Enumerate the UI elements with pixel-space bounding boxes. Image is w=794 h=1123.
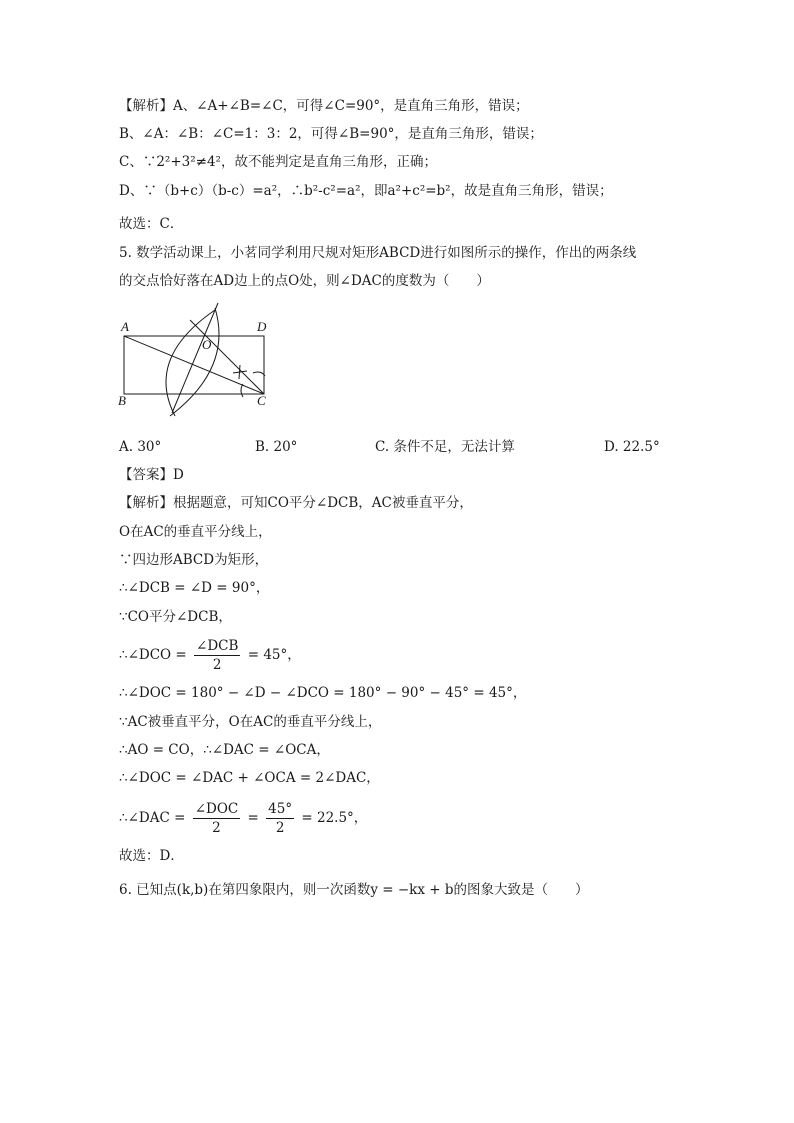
q5-sol-line-1: 【解析】根据题意，可知CO平分∠DCB，AC被垂直平分， — [119, 495, 473, 511]
q5-sol-line-9: ∴AO = CO，∴∠DAC = ∠OCA， — [119, 742, 330, 758]
q5-option-d: D. 22.5° — [604, 439, 660, 455]
prev-solution-line-1: 【解析】A、∠A+∠B=∠C，可得∠C=90°，是直角三角形，错误； — [119, 98, 529, 114]
q5-option-c: C. 条件不足，无法计算 — [375, 439, 515, 455]
equals-sign: = — [247, 810, 259, 826]
q5-sol-line-5: ∵CO平分∠DCB， — [119, 609, 232, 625]
label-c: C — [257, 393, 266, 408]
q5-option-b: B. 20° — [255, 439, 298, 455]
q6-stem: 6. 已知点(k,b)在第四象限内，则一次函数y = −kx + b的图象大致是（ ） — [119, 882, 589, 898]
q5-option-a: A. 30° — [119, 439, 162, 455]
q5-sol-line-11-post: = 22.5°， — [301, 810, 368, 826]
q5-sol-line-2: O在AC的垂直平分线上， — [119, 524, 272, 540]
prev-solution-line-4: D、∵（b+c）（b-c）=a²，∴b²-c²=a²，即a²+c²=b²，故是直角三角形，错误； — [119, 183, 613, 199]
q5-figure — [115, 298, 275, 423]
q5-answer: 【答案】D — [119, 467, 184, 483]
q5-sol-line-11-pre: ∴∠DAC = — [119, 810, 186, 826]
prev-solution-line-2: B、∠A：∠B：∠C=1：3：2，可得∠B=90°，是直角三角形，错误； — [119, 126, 543, 142]
q5-sol-line-6 — [119, 635, 301, 675]
q5-sol-line-11 — [119, 798, 367, 838]
fraction-denominator: 2 — [212, 820, 221, 836]
q5-stem-line-2: 的交点恰好落在AD边上的点O处，则∠DAC的度数为（ ） — [119, 273, 490, 289]
q5-sol-choice: 故选：D． — [119, 848, 184, 864]
fraction-dcb-over-2 — [194, 637, 240, 674]
bisector-co — [190, 320, 264, 394]
fraction-numerator: 45° — [268, 801, 293, 817]
q5-sol-line-3: ∵四边形ABCD为矩形， — [119, 552, 269, 568]
q5-sol-line-6-pre: ∴∠DCO = — [119, 647, 187, 663]
arc-left — [166, 310, 215, 416]
q5-sol-line-7: ∴∠DOC = 180° − ∠D − ∠DCO = 180° − 90° − 45° = 45°， — [119, 685, 527, 701]
q5-sol-line-10: ∴∠DOC = ∠DAC + ∠OCA = 2∠DAC， — [119, 770, 380, 786]
prev-solution-line-3: C、∵2²+3²≠4²，故不能判定是直角三角形，正确； — [119, 154, 437, 170]
cross-mark-v — [239, 365, 240, 379]
label-a: A — [121, 319, 129, 334]
fraction-denominator: 2 — [275, 820, 285, 836]
fraction-45-over-2 — [266, 800, 294, 837]
label-d: D — [257, 319, 267, 334]
q5-stem-line-1: 5. 数学活动课上，小茗同学利用尺规对矩形ABCD进行如图所示的操作，作出的两条线 — [119, 245, 637, 261]
perpendicular-bisector — [172, 303, 218, 413]
arc-tick-upper — [253, 372, 265, 376]
q5-sol-line-4: ∴∠DCB = ∠D = 90°， — [119, 580, 270, 596]
fraction-doc-over-2 — [193, 800, 241, 837]
fraction-numerator: ∠DCB — [196, 638, 239, 654]
fraction-numerator: ∠DOC — [194, 801, 239, 817]
fraction-denominator: 2 — [212, 657, 222, 673]
arc-tick-lower — [241, 384, 243, 397]
prev-solution-choice: 故选：C． — [119, 216, 184, 232]
label-b: B — [118, 393, 126, 408]
q5-sol-line-6-post: = 45°， — [247, 647, 301, 663]
label-o: O — [202, 337, 212, 352]
diagonal-ac — [124, 336, 264, 394]
q5-sol-line-8: ∵AC被垂直平分，O在AC的垂直平分线上， — [119, 714, 382, 730]
